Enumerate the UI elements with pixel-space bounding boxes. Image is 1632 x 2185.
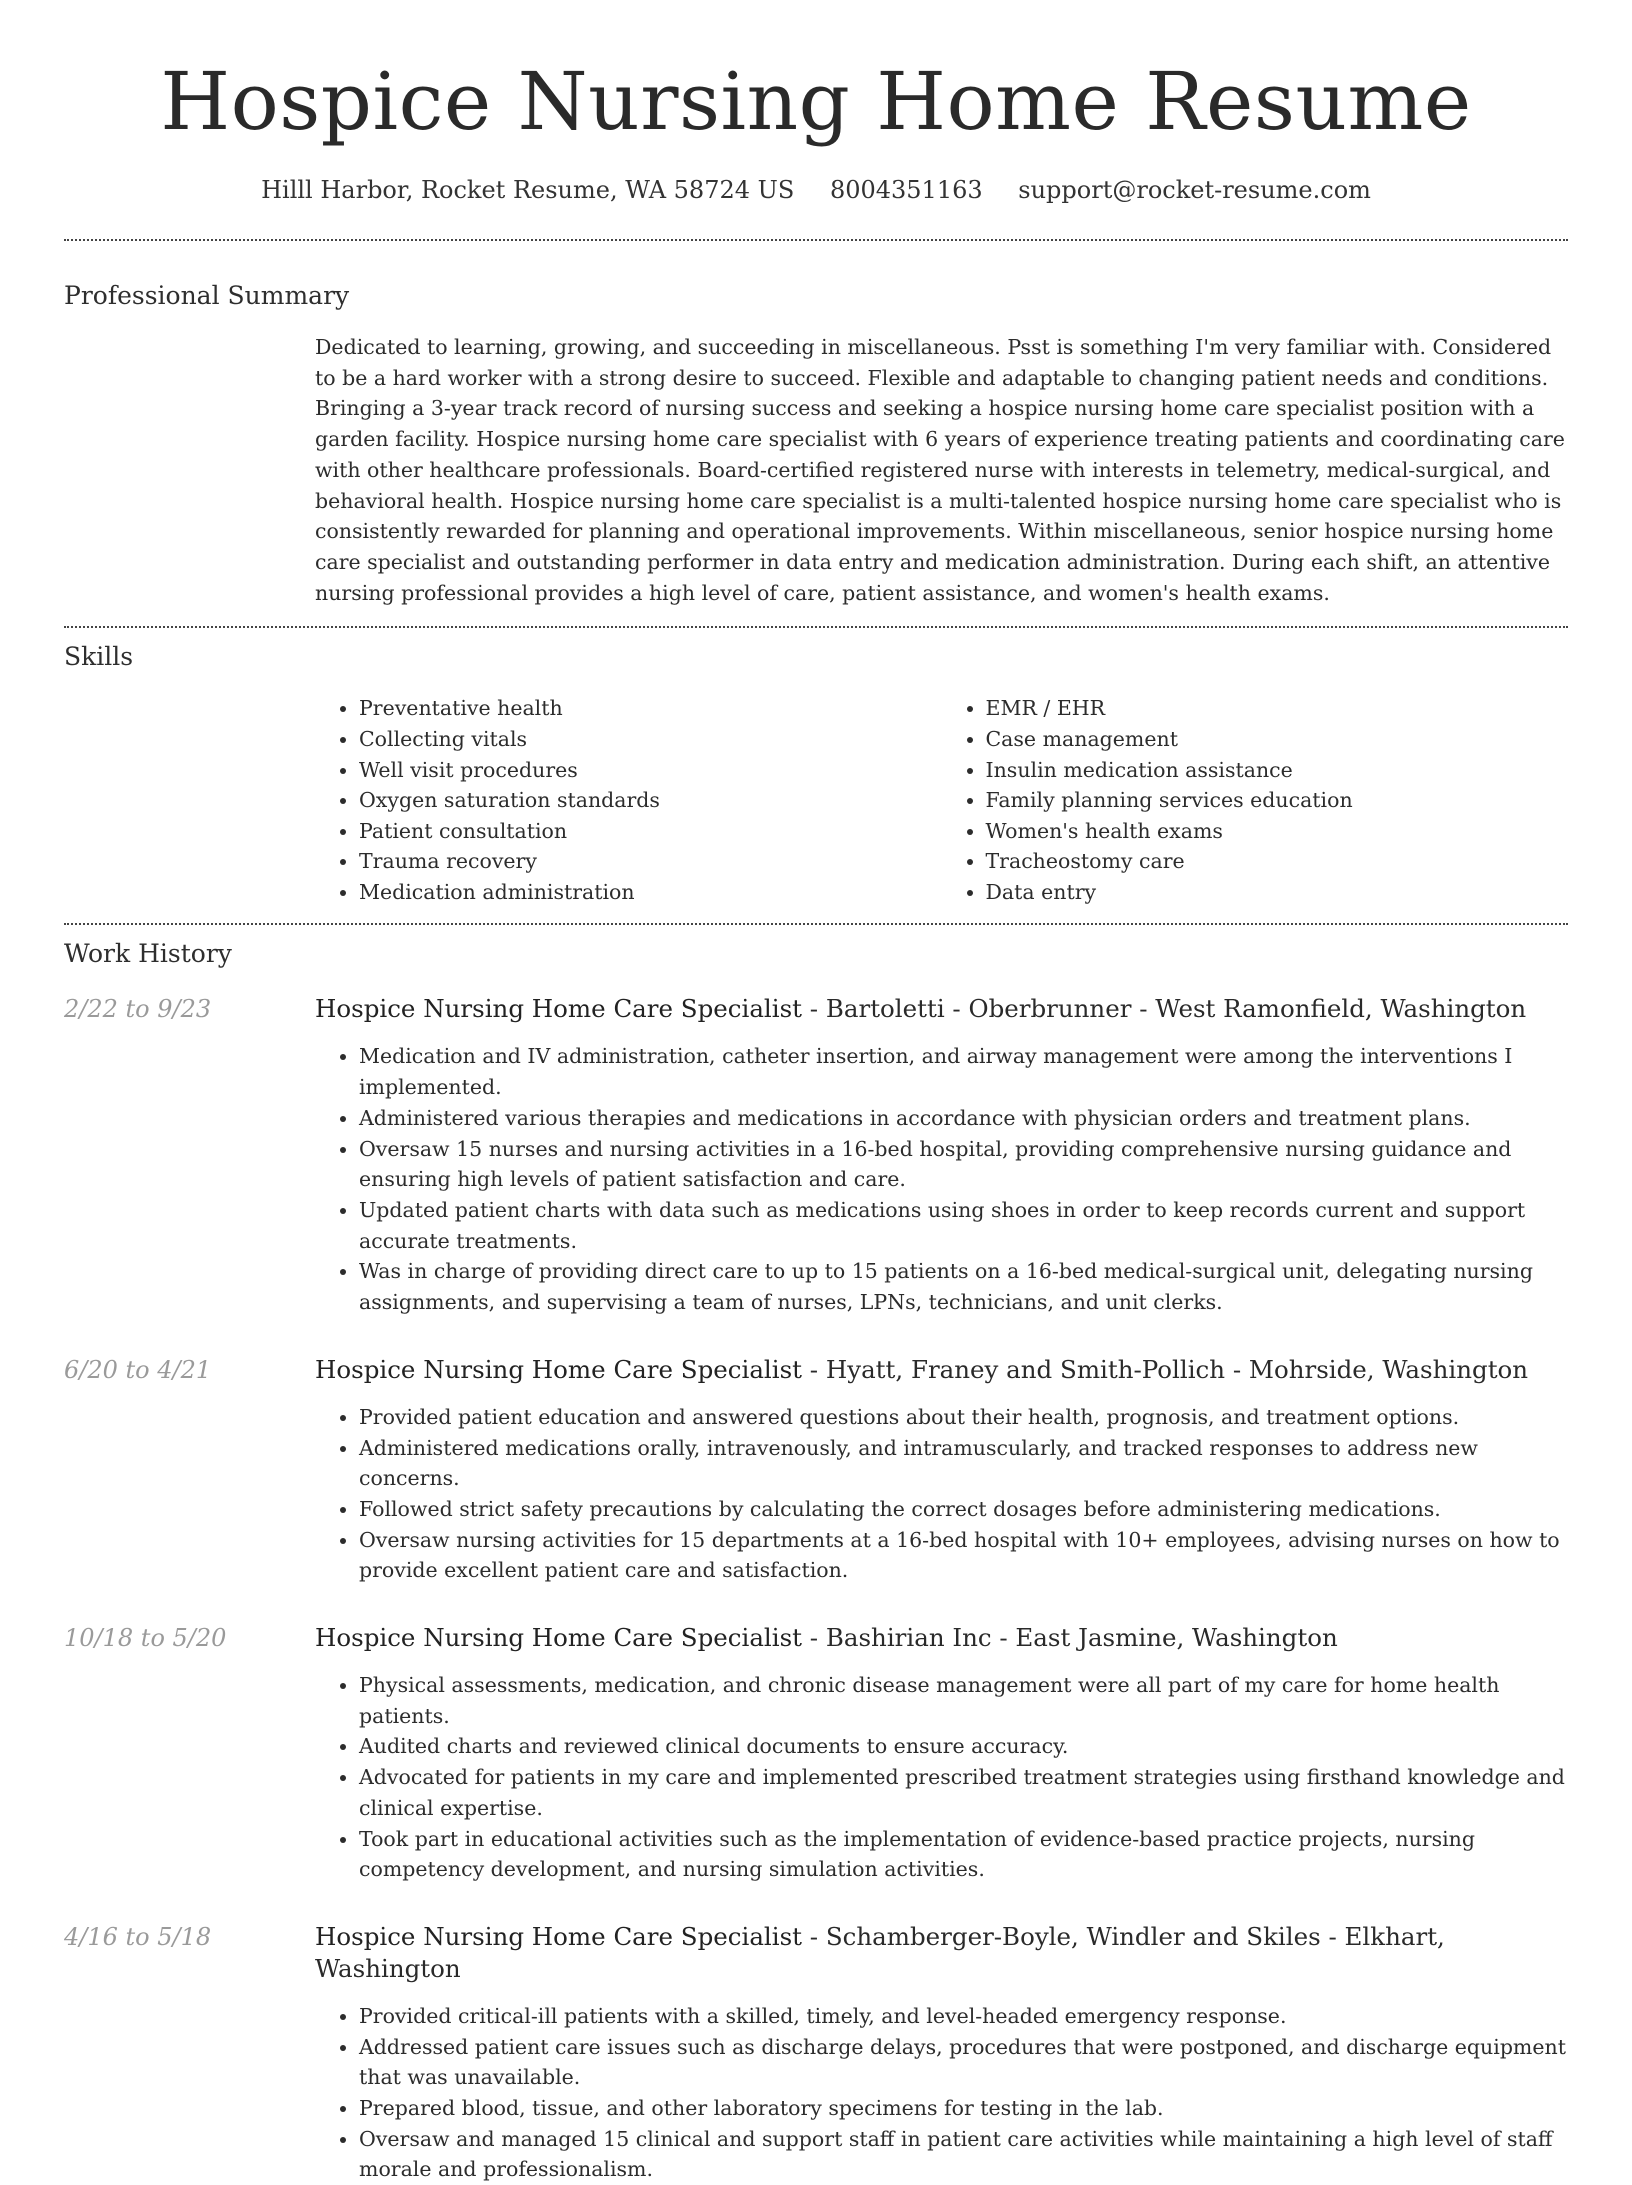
job-title: Hospice Nursing Home Care Specialist xyxy=(315,1354,803,1384)
contact-phone: 8004351163 xyxy=(829,176,983,204)
job-bullet: • Prepared blood, tissue, and other laboratory specimens for testing in the lab. xyxy=(359,2093,1568,2124)
contact-line xyxy=(64,174,1568,206)
skill-item: • Family planning services education xyxy=(986,785,1569,816)
job-bullets xyxy=(315,1041,1568,1317)
contact-email: support@rocket-resume.com xyxy=(1018,176,1371,204)
job-heading xyxy=(315,1622,1568,1654)
section-heading-work-history: Work History xyxy=(64,939,232,969)
skill-item: • Medication administration xyxy=(359,877,942,908)
job-bullet: • Addressed patient care issues such as discharge delays, procedures that were postponed, and discharge equipment that was unavailable. xyxy=(359,2032,1568,2093)
summary-section xyxy=(64,241,1568,608)
resume-title: Hospice Nursing Home Resume xyxy=(160,55,1472,148)
job-entry xyxy=(64,1921,1568,2185)
skill-item: • Collecting vitals xyxy=(359,724,942,755)
job-bullet: • Administered various therapies and medications in accordance with physician orders and treatment plans. xyxy=(359,1103,1568,1134)
job-bullet: • Audited charts and reviewed clinical documents to ensure accuracy. xyxy=(359,1731,1568,1762)
skill-item: • Patient consultation xyxy=(359,816,942,847)
job-heading xyxy=(315,993,1568,1025)
skills-list-right xyxy=(942,693,1569,907)
skill-item: • Trauma recovery xyxy=(359,846,942,877)
job-bullet: • Followed strict safety precautions by calculating the correct dosages before administering medications. xyxy=(359,1494,1568,1525)
job-entry xyxy=(64,993,1568,1317)
job-employer-location: - Bartoletti - Oberbrunner - West Ramonfield, Washington xyxy=(802,994,1527,1024)
job-bullets xyxy=(315,2001,1568,2185)
job-bullet: • Updated patient charts with data such as medications using shoes in order to keep records current and support accurate treatments. xyxy=(359,1195,1568,1256)
job-bullet: • Medication and IV administration, catheter insertion, and airway management were among the interventions I implemented. xyxy=(359,1041,1568,1102)
skill-item: • Women's health exams xyxy=(986,816,1569,847)
job-bullet: • Took part in educational activities such as the implementation of evidence-based practice projects, nursing competency development, and nursing simulation activities. xyxy=(359,1824,1568,1885)
job-bullets xyxy=(315,1670,1568,1885)
skill-item: • Insulin medication assistance xyxy=(986,755,1569,786)
skill-item: • Case management xyxy=(986,724,1569,755)
job-title: Hospice Nursing Home Care Specialist xyxy=(315,1623,803,1653)
job-dates: 4/16 to 5/18 xyxy=(64,1922,212,1951)
skill-item: • EMR / EHR xyxy=(986,693,1569,724)
skills-section xyxy=(64,628,1568,907)
job-heading xyxy=(315,1354,1568,1386)
job-bullet: • Oversaw nursing activities for 15 departments at a 16-bed hospital with 10+ employees, advising nurses on how to provide excellent patient care and satisfaction. xyxy=(359,1525,1568,1586)
skill-item: • Preventative health xyxy=(359,693,942,724)
job-employer-location: - Bashirian Inc - East Jasmine, Washington xyxy=(802,1623,1338,1653)
job-bullet: • Provided critical-ill patients with a skilled, timely, and level-headed emergency response. xyxy=(359,2001,1568,2032)
skill-item: • Well visit procedures xyxy=(359,755,942,786)
job-dates: 2/22 to 9/23 xyxy=(64,995,212,1024)
skill-item: • Oxygen saturation standards xyxy=(359,785,942,816)
job-bullet: • Physical assessments, medication, and chronic disease management were all part of my care for home health patients. xyxy=(359,1670,1568,1731)
job-bullet: • Administered medications orally, intravenously, and intramuscularly, and tracked responses to address new concerns. xyxy=(359,1433,1568,1494)
job-title: Hospice Nursing Home Care Specialist xyxy=(315,994,803,1024)
skill-item: • Tracheostomy care xyxy=(986,846,1569,877)
job-bullet: • Oversaw and managed 15 clinical and support staff in patient care activities while maintaining a high level of staff morale and professionalism. xyxy=(359,2124,1568,2185)
skills-list-left xyxy=(315,693,942,907)
job-dates: 10/18 to 5/20 xyxy=(64,1624,227,1653)
summary-text: Dedicated to learning, growing, and succeeding in miscellaneous. Psst is something I'm very familiar with. Considered to be a hard worker with a strong desire to succeed. Flexible and adaptable to changing patient needs and conditions. Bringing a 3-year track record of nursing success and seeking a hospice nursing home care specialist position with a garden facility. Hospice nursing home care specialist with 6 years of experience treating patients and coordinating care with other healthcare professionals. Board-certified registered nurse with interests in telemetry, medical-surgical, and behavioral health. Hospice nursing home care specialist is a multi-talented hospice nursing home care specialist who is consistently rewarded for planning and operational improvements. Within miscellaneous, senior hospice nursing home care specialist and outstanding performer in data entry and medication administration. During each shift, an attentive nursing professional provides a high level of care, patient assistance, and women's health exams. xyxy=(315,335,1565,605)
job-title: Hospice Nursing Home Care Specialist xyxy=(315,1921,803,1951)
section-heading-summary: Professional Summary xyxy=(64,281,350,310)
work-history-section xyxy=(64,925,1568,2185)
job-employer-location: - Schamberger-Boyle, Windler and Skiles - Elkhart, Washington xyxy=(315,1921,1445,1983)
job-heading xyxy=(315,1921,1568,1985)
contact-address: Hilll Harbor, Rocket Resume, WA 58724 US xyxy=(261,176,795,204)
job-entry xyxy=(64,1354,1568,1586)
job-bullet: • Provided patient education and answered questions about their health, prognosis, and treatment options. xyxy=(359,1402,1568,1433)
job-entry xyxy=(64,1622,1568,1885)
job-bullets xyxy=(315,1402,1568,1586)
job-employer-location: - Hyatt, Franey and Smith-Pollich - Mohrside, Washington xyxy=(802,1354,1529,1384)
job-bullet: • Oversaw 15 nurses and nursing activities in a 16-bed hospital, providing comprehensive nursing guidance and ensuring high levels of patient satisfaction and care. xyxy=(359,1134,1568,1195)
job-bullet: • Was in charge of providing direct care to up to 15 patients on a 16-bed medical-surgical unit, delegating nursing assignments, and supervising a team of nurses, LPNs, technicians, and unit clerks. xyxy=(359,1256,1568,1317)
skill-item: • Data entry xyxy=(986,877,1569,908)
section-heading-skills: Skills xyxy=(64,642,134,672)
job-dates: 6/20 to 4/21 xyxy=(64,1355,212,1384)
job-bullet: • Advocated for patients in my care and implemented prescribed treatment strategies using firsthand knowledge and clinical expertise. xyxy=(359,1762,1568,1823)
